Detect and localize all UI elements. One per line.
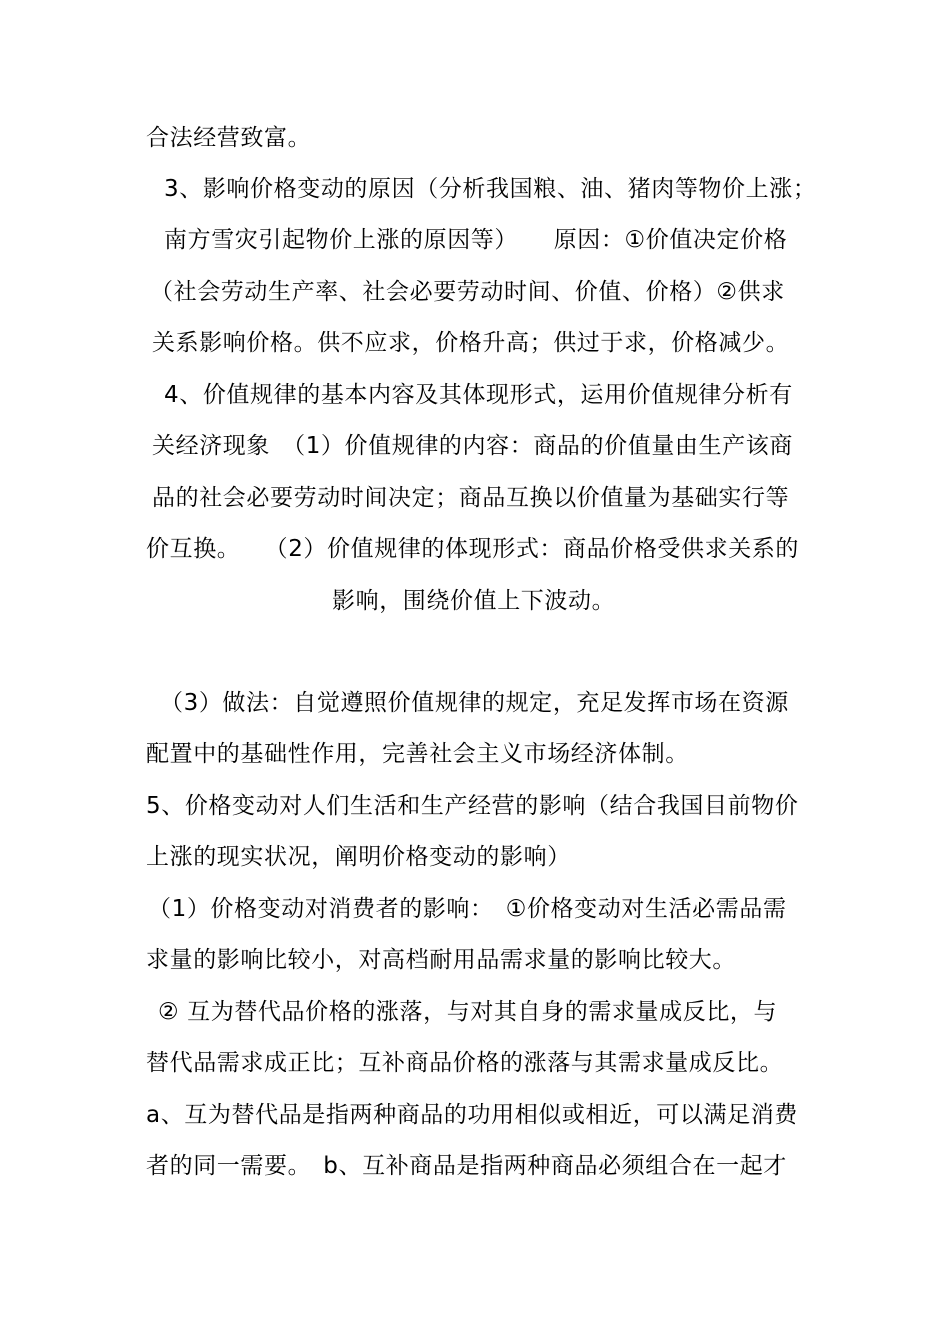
text-line-17: ② 互为替代品价格的涨落，与对其自身的需求量成反比，与 (158, 999, 778, 1025)
text-line-4: （社会劳动生产率、社会必要劳动时间、价值、价格）②供求 (150, 279, 785, 305)
text-line-5: 关系影响价格。供不应求，价格升高；供过于求，价格减少。 (152, 330, 790, 356)
text-line-11: （3）做法：自觉遵照价值规律的规定，充足发挥市场在资源 (160, 690, 789, 716)
text-line-13: 5、价格变动对人们生活和生产经营的影响（结合我国目前物价 (146, 793, 799, 819)
text-line-2: 3、影响价格变动的原因（分析我国粮、油、猪肉等物价上涨； (164, 176, 817, 202)
text-line-7: 关经济现象 （1）价值规律的内容：商品的价值量由生产该商 (152, 433, 793, 459)
text-line-9: 价互换。 （2）价值规律的体现形式：商品价格受供求关系的 (146, 536, 800, 562)
text-line-19: a、互为替代品是指两种商品的功用相似或相近，可以满足消费 (146, 1102, 798, 1128)
text-line-6: 4、价值规律的基本内容及其体现形式，运用价值规律分析有 (164, 382, 793, 408)
text-line-1: 合法经营致富。 (146, 125, 312, 151)
text-line-20: 者的同一需要。 b、互补商品是指两种商品必须组合在一起才 (146, 1153, 787, 1179)
text-line-16: 求量的影响比较小，对高档耐用品需求量的影响比较大。 (146, 947, 736, 973)
text-line-15: （1）价格变动对消费者的影响： ①价格变动对生活必需品需 (148, 896, 787, 922)
text-line-10: 影响，围绕价值上下波动。 (332, 588, 616, 614)
text-line-14: 上涨的现实状况，阐明价格变动的影响） (146, 844, 571, 870)
text-line-8: 品的社会必要劳动时间决定；商品互换以价值量为基础实行等 (152, 485, 790, 511)
text-line-3: 南方雪灾引起物价上涨的原因等） 原因：①价值决定价格 (164, 227, 788, 253)
text-line-18: 替代品需求成正比；互补商品价格的涨落与其需求量成反比。 (146, 1050, 784, 1076)
text-line-12: 配置中的基础性作用，完善社会主义市场经济体制。 (146, 741, 689, 767)
